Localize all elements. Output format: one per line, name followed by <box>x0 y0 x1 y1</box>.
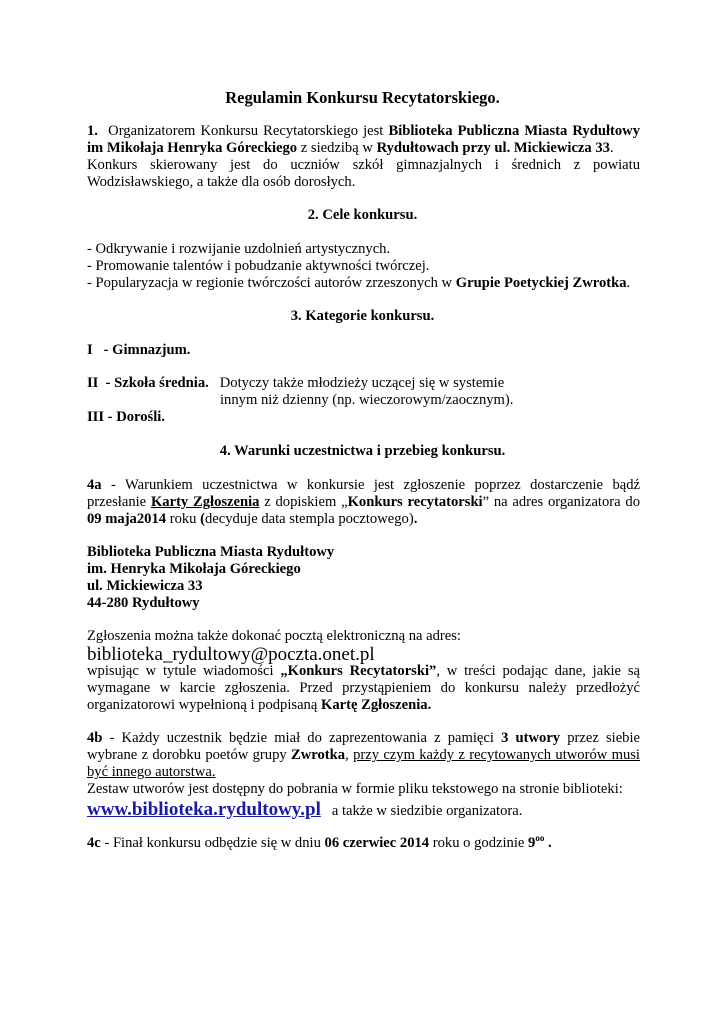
address-line: Biblioteka Publiczna Miasta Rydułtowy <box>87 544 335 560</box>
paragraph-4a-line-3: 09 maja2014 roku (decyduje data stempla pocztowego). <box>87 511 418 527</box>
list-item: - Promowanie talentów i pobudzanie aktywności twórczej. <box>87 258 430 274</box>
paragraph-4a-line-2: przesłanie Karty Zgłoszenia z dopiskiem „Konkurs recytatorski” na adres organizatora do <box>87 494 640 510</box>
website-line: www.biblioteka.rydultowy.pl a także w siedzibie organizatora. <box>87 799 523 820</box>
category-gimnazjum: I - Gimnazjum. <box>87 342 191 358</box>
section-1-line-4: Wodzisławskiego, a także dla osób dorosłych. <box>87 174 356 190</box>
category-dorosli: III - Dorośli. <box>87 409 165 425</box>
section-2-goals-list <box>87 241 640 292</box>
category-szkola-srednia-note: innym niż dzienny (np. wieczorowym/zaocznym). <box>220 392 514 408</box>
paragraph-4b-line-1: 4b - Każdy uczestnik będzie miał do zaprezentowania z pamięci 3 utwory przez siebie <box>87 730 641 746</box>
section-1-line-1: 1. Organizatorem Konkursu Recytatorskiego jest Biblioteka Publiczna Miasta Rydułtowy <box>87 123 641 139</box>
email-intro: Zgłoszenia można także dokonać pocztą elektroniczną na adres: <box>87 628 461 644</box>
email-address[interactable]: biblioteka_rydultowy@poczta.onet.pl <box>87 644 375 665</box>
category-szkola-srednia: II - Szkoła średnia. Dotyczy także młodzieży uczącej się w systemie <box>87 375 505 391</box>
paragraph-4a <box>87 477 640 528</box>
paragraph-4b-line-3: być innego autorstwa. <box>87 764 216 780</box>
address-line: 44-280 Rydułtowy <box>87 595 200 611</box>
address-line: im. Henryka Mikołaja Góreckiego <box>87 561 301 577</box>
email-instructions-line-2: wymagane w karcie zgłoszenia. Przed przystąpieniem do konkursu należy przedłożyć <box>87 680 640 696</box>
website-link[interactable]: www.biblioteka.rydultowy.pl <box>87 799 321 820</box>
section-2-heading: 2. Cele konkursu. <box>307 207 418 223</box>
paragraph-4b-line-4: Zestaw utworów jest dostępny do pobrania w formie pliku tekstowego na stronie biblioteki: <box>87 781 623 797</box>
list-item: - Popularyzacja w regionie twórczości autorów zrzeszonych w Grupie Poetyckiej Zwrotka. <box>87 275 631 291</box>
address-line: ul. Mickiewicza 33 <box>87 578 203 594</box>
organizer-address <box>87 544 640 612</box>
email-instructions <box>87 663 640 714</box>
paragraph-4c: 4c - Finał konkursu odbędzie się w dniu 06 czerwiec 2014 roku o godzinie $9^{oo}$ . <box>87 833 552 851</box>
section-3-heading: 3. Kategorie konkursu. <box>290 308 435 324</box>
email-instructions-line-1: wpisując w tytule wiadomości „Konkurs Recytatorski”, w treści podając dane, jakie są <box>87 663 640 679</box>
section-1-line-3: Konkurs skierowany jest do uczniów szkół gimnazjalnych i średnich z powiatu <box>87 157 640 173</box>
section-4-heading: 4. Warunki uczestnictwa i przebieg konkursu. <box>219 443 506 459</box>
list-item: - Odkrywanie i rozwijanie uzdolnień artystycznych. <box>87 241 391 257</box>
section-1-organizer <box>87 123 640 191</box>
paragraph-4b-line-2: wybrane z dorobku poetów grupy Zwrotka, przy czym każdy z recytowanych utworów musi <box>87 747 640 763</box>
email-instructions-line-3: organizatorowi wypełnioną i podpisaną Kartę Zgłoszenia. <box>87 697 432 713</box>
section-1-line-2: im Mikołaja Henryka Góreckiego z siedzibą w Rydułtowach przy ul. Mickiewicza 33. <box>87 140 614 156</box>
paragraph-4a-line-1: 4a - Warunkiem uczestnictwa w konkursie jest zgłoszenie poprzez dostarczenie bądź <box>87 477 640 493</box>
page-title: Regulamin Konkursu Recytatorskiego. <box>225 88 500 107</box>
paragraph-4b <box>87 730 640 798</box>
